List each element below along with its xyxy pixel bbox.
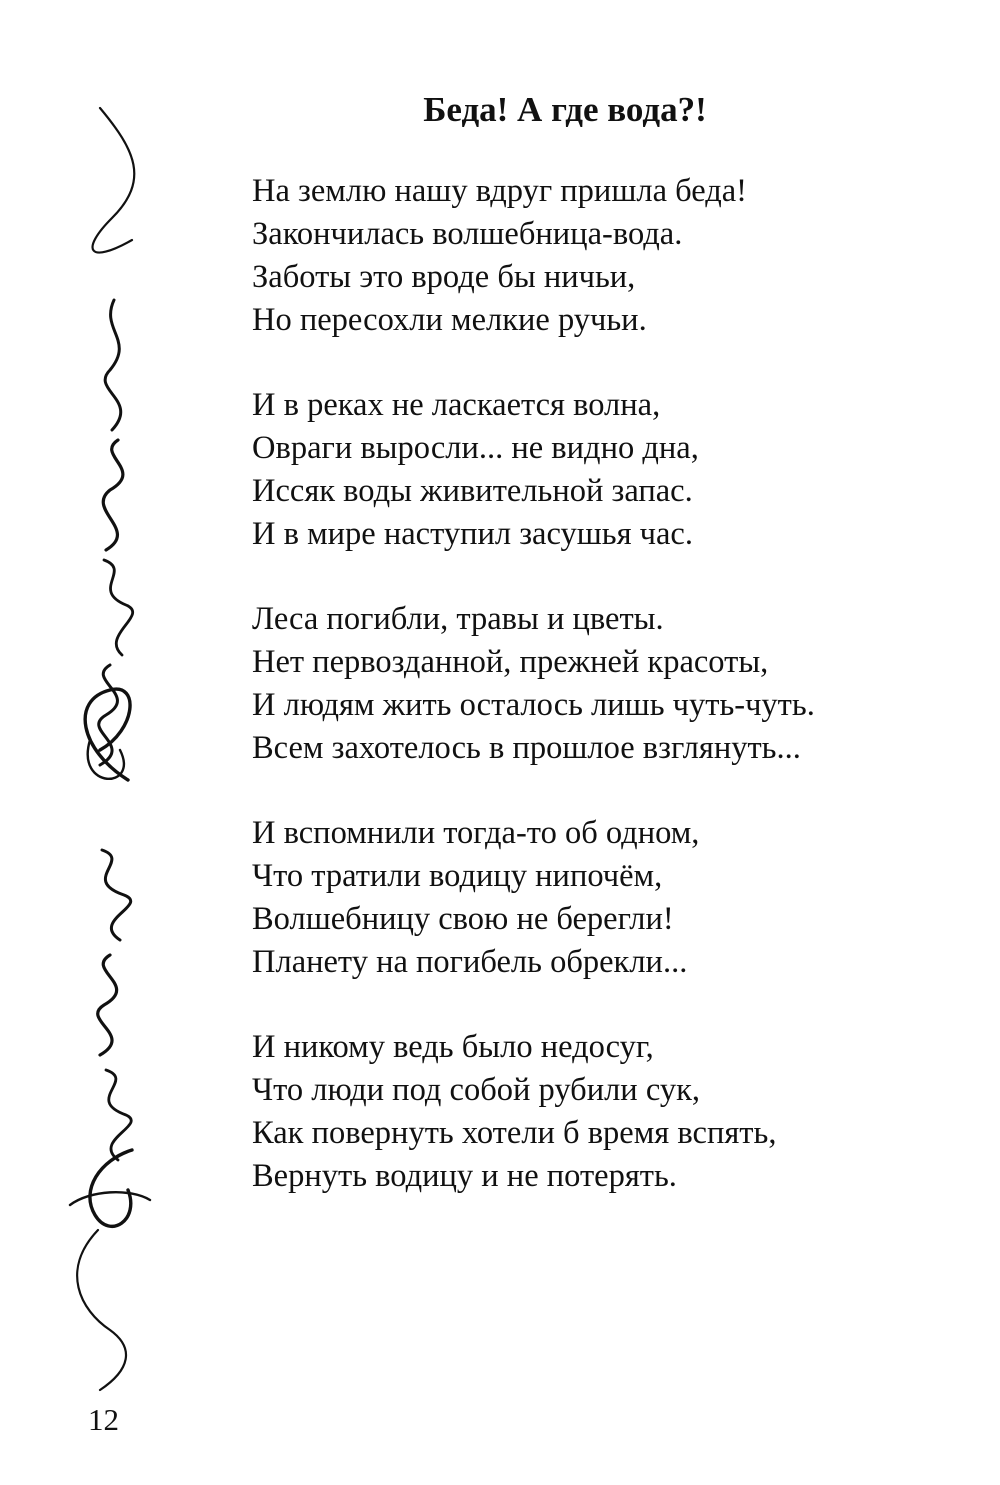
poem-line: Всем захотелось в прошлое взглянуть... (252, 730, 801, 766)
poem-line: Закончилась волшебница-вода. (252, 216, 683, 252)
poem-line: Леса погибли, травы и цветы. (252, 601, 664, 637)
poem-line: Но пересохли мелкие ручьи. (252, 302, 647, 338)
stanza (252, 1026, 952, 1198)
poem-line: И людям жить осталось лишь чуть-чуть. (252, 687, 815, 723)
poem-line: Иссяк воды живительной запас. (252, 473, 693, 509)
poem-line: Что люди под собой рубили сук, (252, 1072, 700, 1108)
poem-line: И никому ведь было недосуг, (252, 1029, 654, 1065)
stanza (252, 812, 952, 984)
poem-line: Как повернуть хотели б время вспять, (252, 1115, 777, 1151)
stanza (252, 170, 952, 342)
poem-line: Нет первозданной, прежней красоты, (252, 644, 769, 680)
poem-body (252, 170, 952, 1240)
stanza (252, 598, 952, 770)
poem-line: Волшебницу свою не берегли! (252, 901, 674, 937)
poem-line: Заботы это вроде бы ничьи, (252, 259, 636, 295)
poem-line: Овраги выросли... не видно дна, (252, 430, 699, 466)
poem-line: Что тратили водицу нипочём, (252, 858, 663, 894)
stanza (252, 384, 952, 556)
page-number: 12 (88, 1402, 119, 1437)
poem-line: И в реках не ласкается волна, (252, 387, 661, 423)
poem-line: И в мире наступил засушья час. (252, 516, 693, 552)
calligraphic-signature-icon (40, 90, 170, 1410)
poem-line: И вспомнили тогда-то об одном, (252, 815, 700, 851)
author-signature (40, 90, 170, 1410)
poem-line: Планету на погибель обрекли... (252, 944, 688, 980)
poem-line: На землю нашу вдруг пришла беда! (252, 173, 748, 209)
poem-line: Вернуть водицу и не потерять. (252, 1158, 677, 1194)
poem-title: Беда! А где вода?! (423, 90, 707, 129)
